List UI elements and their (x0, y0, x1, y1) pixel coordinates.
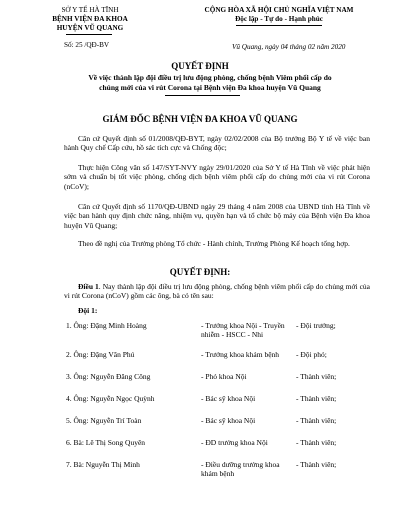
agency-name: SỞ Y TẾ HÀ TĨNH (61, 6, 119, 14)
basis-paragraph-2: Thực hiện Công văn số 147/SYT-NVY ngày 29/01/2020 của Sở Y tế Hà Tĩnh về việc phát hiện sớm và chuẩn bị tốt việc phòng, chống dịch bệnh viêm phổi cấp do chủng mới của vi rút Corona (nCoV); (64, 163, 370, 191)
hospital-district: HUYỆN VŨ QUANG (56, 24, 124, 32)
member-position: - Trưởng khoa Nội - Truyền nhiễm - HSCC - Nhi (201, 321, 285, 340)
article-1-text: . Nay thành lập đội điều trị lưu động phòng, chống bệnh viêm phổi cấp do chủng mới của vi rút Corona (nCoV) gồm các ông, bà có tên sau: (64, 282, 370, 301)
member-name: 6. Bà: Lê Thị Song Quyên (66, 438, 146, 447)
document-title: QUYẾT ĐỊNH (171, 61, 229, 71)
member-name: 4. Ông: Nguyễn Ngọc Quỳnh (66, 394, 155, 403)
member-role: - Thành viên; (296, 416, 337, 425)
member-role: - Thành viên; (296, 460, 337, 469)
member-row (66, 394, 378, 414)
member-role: - Đội phó; (296, 350, 327, 359)
member-position: - Phó khoa Nội (201, 372, 247, 381)
issuing-authority: GIÁM ĐỐC BỆNH VIỆN ĐA KHOA VŨ QUANG (102, 114, 298, 124)
member-name: 5. Ông: Nguyễn Trí Toàn (66, 416, 142, 425)
member-role: - Thành viên; (296, 372, 337, 381)
member-role: - Đội trưởng; (296, 321, 336, 330)
document-subject-line2: chủng mới của vi rút Corona tại Bệnh viện Đa khoa huyện Vũ Quang (99, 83, 321, 92)
member-row (66, 438, 378, 458)
member-position: - ĐD trưởng khoa Nội (201, 438, 268, 447)
header-right-underline (236, 25, 322, 26)
basis-paragraph-3: Căn cứ Quyết định số 1170/QĐ-UBND ngày 29 tháng 4 năm 2008 của UBND tỉnh Hà Tĩnh về việc ban hành quy định chức năng, nhiệm vụ, quyền hạn và tổ chức bộ máy của Bệnh viện Đa khoa huyện Vũ Quang; (64, 202, 370, 230)
document-number: Số: 25 /QĐ-BV (64, 41, 110, 49)
national-motto: Độc lập - Tự do - Hạnh phúc (235, 15, 323, 23)
decision-heading: QUYẾT ĐỊNH: (169, 267, 231, 277)
header-left-underline (66, 34, 112, 35)
member-role: - Thành viên; (296, 394, 337, 403)
document-subject-line1: Về việc thành lập đội điều trị lưu động phòng, chống bệnh Viêm phổi cấp do (88, 73, 332, 82)
member-name: 2. Ông: Đặng Văn Phú (66, 350, 135, 359)
member-row (66, 350, 378, 370)
member-position: - Trưởng khoa khám bệnh (201, 350, 280, 359)
member-position: - Bác sỹ khoa Nội (201, 416, 256, 425)
article-1 (64, 282, 370, 301)
basis-paragraph-4: Theo đề nghị của Trưởng phòng Tổ chức - Hành chính, Trưởng Phòng Kế hoạch tổng hợp. (78, 239, 350, 248)
member-role: - Thành viên; (296, 438, 337, 447)
member-name: 3. Ông: Nguyễn Đăng Công (66, 372, 151, 381)
article-1-label: Điều 1 (78, 282, 99, 291)
member-row (66, 372, 378, 392)
member-row (66, 460, 378, 480)
member-row (66, 416, 378, 436)
hospital-name: BỆNH VIỆN ĐA KHOA (52, 15, 128, 23)
member-position: - Bác sỹ khoa Nội (201, 394, 256, 403)
subject-underline (165, 95, 240, 96)
document-date: Vũ Quang, ngày 04 tháng 02 năm 2020 (232, 43, 346, 51)
member-row (66, 321, 378, 341)
member-name: 7. Bà: Nguyễn Thị Minh (66, 460, 140, 469)
team-heading: Đội 1: (78, 306, 98, 315)
basis-paragraph-1: Căn cứ Quyết định số 01/2008/QĐ-BYT, ngày 02/02/2008 của Bộ trưởng Bộ Y tế về việc ban hành Quy chế Cấp cứu, hồ sác tích cực và Chống độc; (64, 134, 370, 153)
member-name: 1. Ông: Đặng Minh Hoàng (66, 321, 147, 330)
national-title: CỘNG HÒA XÃ HỘI CHỦ NGHĨA VIỆT NAM (204, 6, 354, 14)
member-position: - Điều dưỡng trưởng khoa khám bệnh (201, 460, 280, 479)
